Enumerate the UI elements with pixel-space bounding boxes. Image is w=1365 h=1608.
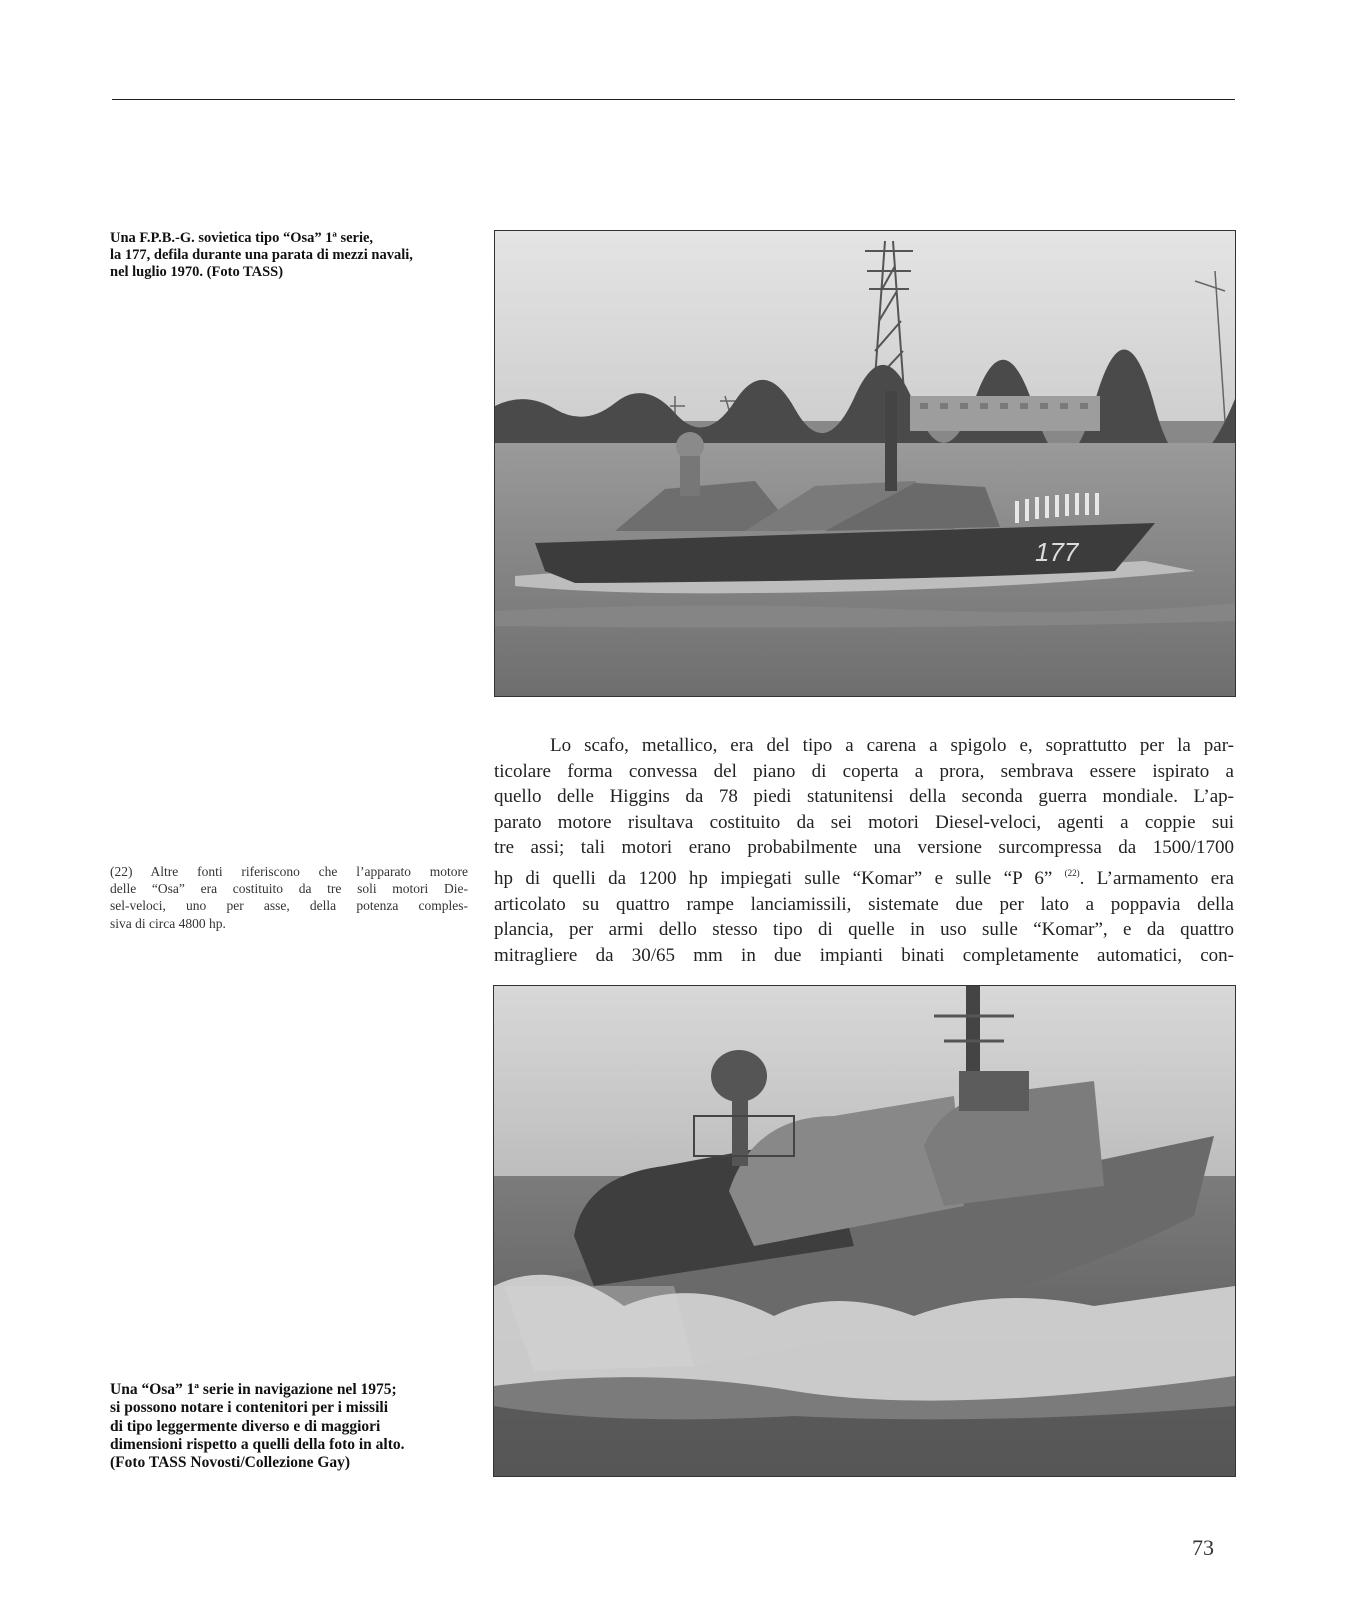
caption-line: Una F.P.B.-G. sovietica tipo “Osa” 1ª serie, bbox=[110, 230, 374, 246]
body-line: plancia, per armi dello stesso tipo di quelle in uso sulle “Komar”, e da quattro bbox=[494, 919, 1234, 941]
photo-osa-177-parade bbox=[494, 230, 1236, 697]
caption-line: dimensioni rispetto a quelli della foto in alto. bbox=[110, 1435, 405, 1453]
body-line-with-footnote-ref bbox=[494, 861, 1234, 892]
header-rule bbox=[112, 99, 1235, 100]
caption-line: di tipo leggermente diverso e di maggiori bbox=[110, 1417, 381, 1435]
caption-line: la 177, defila durante una parata di mezzi navali, bbox=[110, 247, 413, 263]
footnote-line: siva di circa 4800 hp. bbox=[110, 915, 226, 931]
body-line: mitragliere da 30/65 mm in due impianti binati completamente automatici, con- bbox=[494, 944, 1234, 966]
footnote-line: sel-veloci, uno per asse, della potenza comples- bbox=[110, 898, 468, 914]
photo-osa-underway-image bbox=[494, 986, 1235, 1476]
body-paragraph bbox=[494, 733, 1234, 968]
body-line-tail: . L’armamento era bbox=[1079, 867, 1234, 889]
footnote-reference: (22) bbox=[1064, 867, 1080, 878]
page-number: 73 bbox=[1192, 1535, 1214, 1560]
footnote-22 bbox=[110, 863, 468, 932]
body-line: ticolare forma convessa del piano di coperta a prora, sembrava essere ispirato a bbox=[494, 760, 1234, 782]
body-line: tre assi; tali motori erano probabilmente una versione surcompressa da 1500/1700 bbox=[494, 837, 1234, 859]
caption-line: si possono notare i contenitori per i missili bbox=[110, 1399, 389, 1417]
photo-caption-bottom bbox=[110, 1381, 480, 1472]
body-line: parato motore risultava costituito da sei motori Diesel-veloci, agenti a coppie sui bbox=[494, 811, 1234, 833]
footnote-line: (22) Altre fonti riferiscono che l’apparato motore bbox=[110, 864, 468, 879]
photo-osa-underway-1975 bbox=[493, 985, 1236, 1477]
hull-number: 177 bbox=[1035, 537, 1079, 567]
photo-caption-top bbox=[110, 230, 470, 281]
body-line-text: hp di quelli da 1200 hp impiegati sulle “Komar” e sulle “P 6” bbox=[494, 867, 1053, 889]
body-line: Lo scafo, metallico, era del tipo a carena a spigolo e, soprattutto per la par- bbox=[550, 735, 1234, 756]
caption-line: Una “Osa” 1ª serie in navigazione nel 1975; bbox=[110, 1381, 397, 1398]
photo-osa-177-image bbox=[495, 231, 1235, 696]
caption-line: (Foto TASS Novosti/Collezione Gay) bbox=[110, 1454, 351, 1472]
body-line: quello delle Higgins da 78 piedi statunitensi della seconda guerra mondiale. L’ap- bbox=[494, 786, 1234, 808]
body-line: articolato su quattro rampe lanciamissili, sistemate due per lato a poppavia della bbox=[494, 893, 1234, 915]
caption-line: nel luglio 1970. (Foto TASS) bbox=[110, 264, 284, 280]
footnote-line: delle “Osa” era costituito da tre soli motori Die- bbox=[110, 881, 468, 897]
